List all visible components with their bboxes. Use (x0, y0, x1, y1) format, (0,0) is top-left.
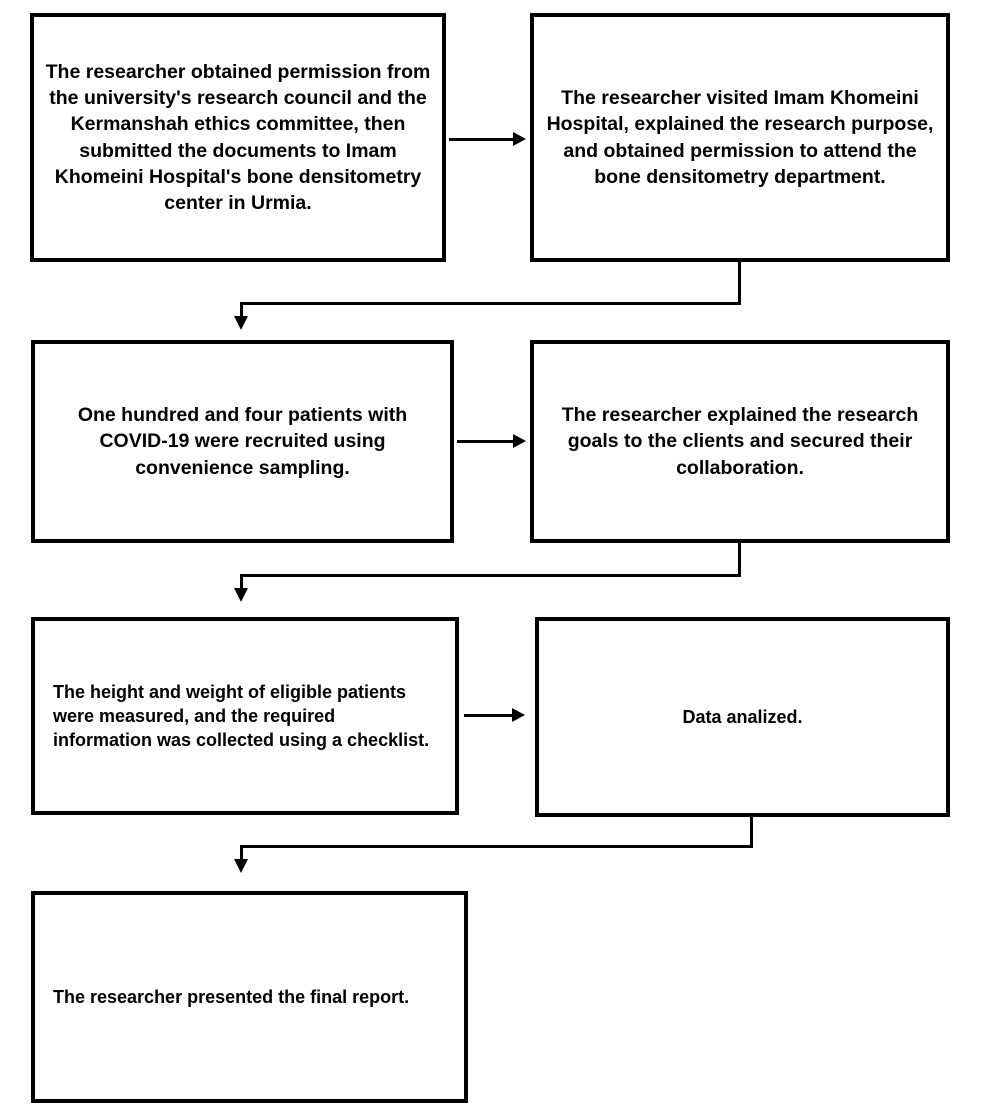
connector-n4-n5-segment-down (738, 543, 741, 577)
flowchart-node-5 (31, 617, 459, 815)
flowchart-node-1 (30, 13, 446, 262)
flowchart-node-1-label: The researcher obtained permission from the university's research council and the Kermanshah ethics committee, then submitted the documents to Imam Khomeini Hospital's bone densitometry center in Urmia. (45, 60, 431, 215)
arrowhead-n5-n6-icon (512, 708, 525, 722)
arrowhead-n2-n3-icon (234, 316, 248, 330)
arrowhead-n3-n4-icon (513, 434, 526, 448)
connector-n6-n7-segment-left (240, 845, 753, 848)
flowchart-node-4 (530, 340, 950, 543)
flowchart-node-6 (535, 617, 950, 817)
flowchart-node-7-label: The researcher presented the final report. (53, 986, 410, 1007)
connector-n5-n6 (464, 714, 514, 717)
arrowhead-n1-n2-icon (513, 132, 526, 146)
connector-n4-n5-segment-left (240, 574, 741, 577)
flowchart-node-5-label: The height and weight of eligible patients were measured, and the required information was collected using a checklist. (53, 681, 430, 751)
flowchart-node-2-label: The researcher visited Imam Khomeini Hospital, explained the research purpose, and obtained permission to attend the bone densitometry department. (546, 86, 934, 188)
flowchart-node-6-label: Data analized. (682, 706, 803, 727)
connector-n6-n7-segment-down (750, 817, 753, 848)
arrowhead-n6-n7-icon (234, 859, 248, 873)
arrowhead-n4-n5-icon (234, 588, 248, 602)
flowchart-node-4-label: The researcher explained the research goals to the clients and secured their collaboration. (561, 404, 919, 479)
flowchart-node-2 (530, 13, 950, 262)
connector-n3-n4 (457, 440, 515, 443)
flowchart-node-7 (31, 891, 468, 1103)
flowchart-node-3-label: One hundred and four patients with COVID-19 were recruited using convenience sampling. (77, 404, 408, 479)
flowchart-node-3 (31, 340, 454, 543)
connector-n2-n3-segment-down (738, 262, 741, 305)
connector-n2-n3-segment-left (240, 302, 741, 305)
connector-n1-n2 (449, 138, 515, 141)
